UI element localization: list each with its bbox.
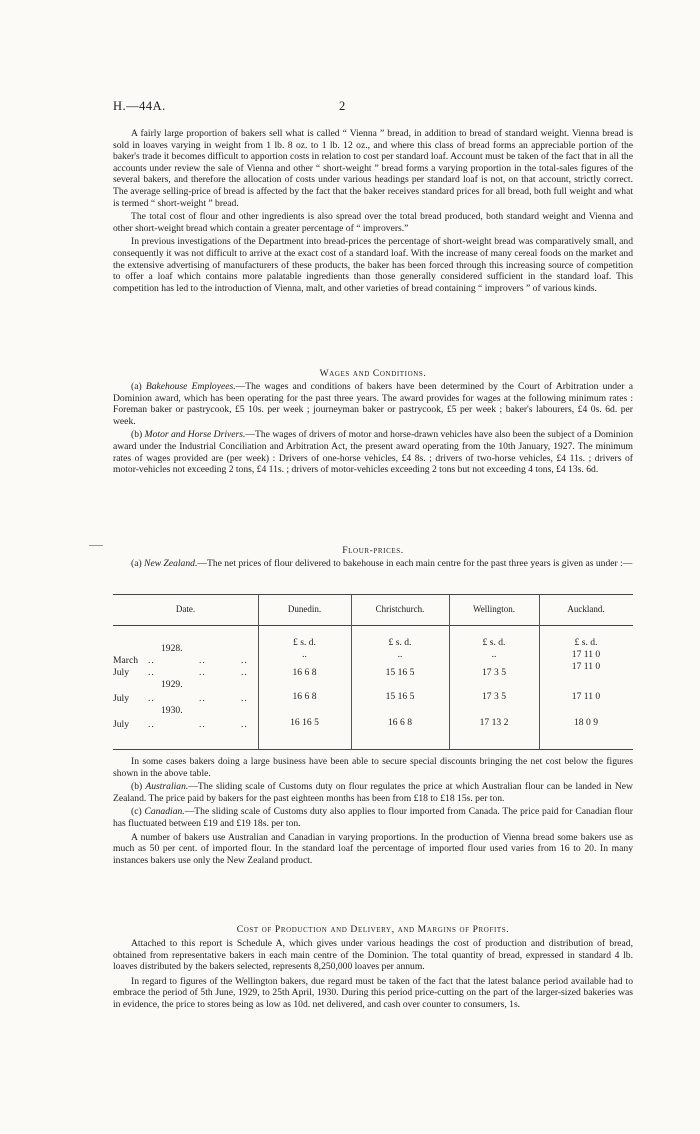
currency-wellington: £ s. d. (482, 637, 506, 648)
heading-cost-of-production: Cost of Production and Delivery, and Margins of Profits. (236, 924, 510, 935)
table-row-month: March (113, 655, 139, 666)
table-cell: 16 6 8 (388, 717, 412, 728)
header-wellington: Wellington. (472, 604, 516, 614)
leader-dots: .. (148, 655, 155, 666)
table-cell: 17 11 0 (571, 649, 601, 660)
heading-flour-prices: Flour-prices. (342, 545, 404, 556)
year-label: 1930. (161, 705, 183, 716)
leader-dots: .. (148, 667, 155, 678)
intro-section (113, 128, 633, 294)
leader-dots: .. (199, 667, 206, 678)
leader-dots: .. (241, 719, 248, 730)
leader-dots: .. (199, 719, 206, 730)
table-cell: 18 0 9 (574, 717, 598, 728)
paragraph-flour-mix: A number of bakers use Australian and Canadian in varying proportions. In the production of Vienna bread some bakers use as much as 50 per cent. of imported flour. In the standard loaf the percentage of imported flour used varies from 16 to 20. In many instances bakers use only the New Zealand product. (113, 831, 633, 866)
year-label: 1929. (161, 679, 183, 690)
cost-section (113, 938, 633, 1011)
year-label: 1928. (161, 643, 183, 654)
margin-mark (89, 545, 103, 546)
table-cell: 17 3 5 (482, 667, 506, 678)
subheading-canadian: Canadian. (144, 806, 185, 818)
leader-dots: .. (199, 693, 206, 704)
table-cell: 17 3 5 (482, 691, 506, 702)
leader-dots: .. (241, 693, 248, 704)
table-cell: .. (302, 649, 307, 660)
currency-christchurch: £ s. d. (388, 637, 412, 648)
subheading-motor-horse-drivers: Motor and Horse Drivers. (144, 429, 246, 441)
paragraph-australian-flour: (b) Australian.—The sliding scale of Customs duty on flour regulates the price at which Australian flour can be landed in New Zealand. The price paid by bakers for the past eighteen months has been from £18 to £18 15s. per ton. (113, 781, 633, 804)
leader-dots: .. (241, 655, 248, 666)
page-number: 2 (339, 99, 346, 113)
table-cell: 15 16 5 (385, 691, 415, 702)
table-cell: 15 16 5 (385, 667, 415, 678)
paragraph-bakehouse-employees: (a) Bakehouse Employees.—The wages and conditions of bakers have been determined by the Court of Arbitration under a Dominion award, which has been operating for the past three years. The award provides for wages at the following minimum rates : Foreman baker or pastrycook, £5 10s. per week ; journeyman baker or pastrycook, £5 per week ; baker's labourers, £4 0s. 6d. per week. (113, 381, 633, 427)
table-cell: 16 6 8 (292, 667, 317, 678)
table-cell: .. (397, 649, 403, 660)
table-cell: .. (491, 649, 497, 660)
currency-dunedin: £ s. d. (293, 637, 316, 648)
subheading-bakehouse-employees: Bakehouse Employees. (145, 381, 236, 392)
table-cell: 17 11 0 (571, 661, 601, 672)
flour-nz-section (113, 558, 633, 570)
page-column (113, 0, 633, 1134)
paragraph-canadian-flour: (c) Canadian.—The sliding scale of Customs duty also applies to flour imported from Canada. The price paid for Canadian flour has fluctuated between £19 and £19 18s. per ton. (113, 806, 633, 829)
paragraph-vienna-bread: A fairly large proportion of bakers sell what is called “ Vienna ” bread, in addition to bread of standard weight. Vienna bread is sold in loaves varying in weight from 1 lb. 8 oz. to 1 lb. 12 oz., and where this class of bread forms an appreciable portion of the baker's trade it becomes difficult to apportion costs in relation to cost per standard loaf. Account must be taken of the fact that in all the accounts under review the sale of Vienna and other “ short-weight ” bread forms a varying proportion in the total-sales figures of the several bakers, and therefore the allocation of costs under various headings per standard loaf is not, on that account, strictly correct. The average selling-price of bread is affected by the fact that the baker receives standard prices for all bread, both full weight and what is termed “ short-weight ” bread. (113, 128, 633, 209)
paragraph-discounts: In some cases bakers doing a large business have been able to secure special discounts bringing the net cost below the figures shown in the above table. (113, 756, 633, 779)
table-row-month: July (113, 693, 129, 704)
table-row-month: July (113, 667, 129, 678)
table-cell: 16 16 5 (290, 717, 319, 728)
leader-dots: .. (148, 693, 155, 704)
flour-price-table (113, 594, 633, 750)
table-cell: 16 6 8 (292, 691, 317, 702)
paragraph-previous-investigations: In previous investigations of the Department into bread-prices the percentage of short-weight bread was comparatively small, and consequently it was not difficult to arrive at the exact cost of a standard loaf. With the increase of many cereal foods on the market and the extensive advertising of manufacturers of these products, the baker has been forced through this increasing source of competition to offer a loaf which contains more palatable ingredients than those generally considered sufficient in the standard loaf. This competition has led to the introduction of Vienna, malt, and other varieties of bread containing “ improvers ” of various kinds. (113, 236, 633, 294)
subheading-new-zealand: New Zealand. (144, 558, 198, 569)
page-header (113, 99, 633, 115)
paragraph-schedule-a: Attached to this report is Schedule A, which gives under various headings the cost of production and distribution of bread, obtained from representative bakers in each main centre of the Dominion. The total quantity of bread, expressed in standard 4 lb. loaves distributed by the bakers selected, represents 8,250,000 loaves per annum. (113, 938, 633, 973)
heading-wages: Wages and Conditions. (319, 368, 427, 379)
document-reference: H.—44A. (113, 99, 166, 113)
wages-section (113, 381, 633, 476)
currency-auckland: £ s. d. (574, 637, 598, 648)
header-date: Date. (175, 604, 196, 614)
header-auckland: Auckland. (567, 604, 605, 614)
leader-dots: .. (241, 667, 248, 678)
table-cell: 17 11 0 (571, 691, 601, 702)
paragraph-new-zealand-flour: (a) New Zealand.—The net prices of flour delivered to bakehouse in each main centre for the past three years is given as under :— (131, 558, 633, 569)
table-row-month: July (113, 719, 129, 730)
leader-dots: .. (199, 655, 206, 666)
header-dunedin: Dunedin. (287, 604, 322, 614)
flour-imports-section (113, 756, 633, 866)
paragraph-flour-cost: The total cost of flour and other ingredients is also spread over the total bread produced, both standard weight and Vienna and other short-weight bread which contain a greater percentage of “ improvers.” (113, 211, 633, 234)
table-cell: 17 13 2 (479, 717, 509, 728)
paragraph-motor-horse-drivers: (b) Motor and Horse Drivers.—The wages of drivers of motor and horse-drawn vehicles have also been the subject of a Dominion award under the Industrial Conciliation and Arbitration Act, the present award operating from the 10th January, 1927. The minimum rates of wages provided are (per week) : Drivers of one-horse vehicles, £4 8s. ; drivers of two-horse vehicles, £4 11s. ; drivers of motor-vehicles not exceeding 2 tons, £4 11s. ; drivers of motor-vehicles exceeding 2 tons but not exceeding 4 tons, £4 13s. 6d. (113, 429, 633, 476)
paragraph-wellington-bakers: In regard to figures of the Wellington bakers, due regard must be taken of the fact that the latest balance period available had to embrace the period of 5th June, 1929, to 25th April, 1930. During this period price-cutting on the part of the larger-sized bakeries was in evidence, the price to stores being as low as 10d. net delivered, and cash over counter to consumers, 1s. (113, 975, 633, 1010)
header-christchurch: Christchurch. (375, 604, 425, 614)
leader-dots: .. (148, 719, 155, 730)
subheading-australian: Australian. (145, 781, 189, 793)
